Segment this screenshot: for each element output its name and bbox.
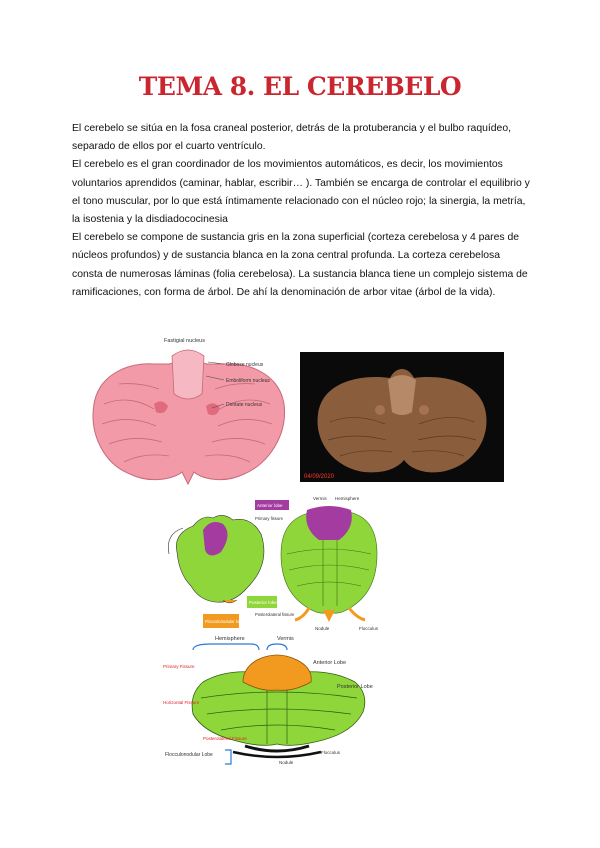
label-posterolateral-fissure: Posterolateral Fissure — [203, 736, 247, 741]
figure-cerebellum-lobes — [163, 494, 383, 632]
label-posterolateral: Posterolateral fissure — [255, 612, 295, 617]
tag-posterior: Posterior lobe — [249, 600, 277, 605]
label-flocculus: Flocculus — [359, 626, 379, 631]
label-anterior-lobe: Anterior Lobe — [313, 660, 347, 666]
label-fastigial: Fastigial nucleus — [164, 338, 205, 344]
label-hemisphere-top: Hemisphere — [335, 496, 360, 501]
label-nodule: Nodule — [279, 760, 294, 765]
page-title: TEMA 8. EL CEREBELO — [138, 72, 462, 101]
label-globose: Globose nucleus — [226, 362, 264, 368]
tag-flocculonodular: Flocculonodular lobe — [205, 619, 244, 624]
label-vermis-top: Vermis — [313, 496, 327, 501]
label-emboliform: Emboliform nucleus — [226, 378, 270, 384]
paragraph-1: El cerebelo se sitúa en la fosa craneal posterior, detrás de la protuberancia y el bulbo raquídeo, separado de ellos por el cuarto ventrículo. — [72, 123, 511, 153]
figure-cerebellum-photo — [300, 352, 504, 482]
paragraph-2: El cerebelo es el gran coordinador de los movimientos automáticos, es decir, los movimientos voluntarios aprendidos (caminar, hablar, escribir… ). También se encarga de controlar el equilibrio y el tono muscular, por lo que está íntimamente relacionado con el núcleo rojo; la sinergia, la metría, la isostenia y la disdiadococinesia — [72, 159, 530, 226]
paragraph-3: El cerebelo se compone de sustancia gris en la zona superficial (corteza cerebelosa y 4 pares de núcleos profundos) y de sustancia blanca en la zona central profunda. La corteza cerebelosa consta de numerosas láminas (folia cerebelosa). La sustancia blanca tiene un complejo sistema de ramificaciones, con forma de árbol. De ahí la denominación de arbor vitae (árbol de la vida). — [72, 232, 528, 298]
label-flocculus: Flocculus — [321, 750, 341, 755]
tag-anterior: Anterior lobe — [257, 503, 283, 508]
label-posterior-lobe: Posterior Lobe — [337, 684, 373, 690]
label-dentate: Dentate nucleus — [226, 402, 263, 408]
label-vermis: Vermis — [277, 636, 294, 642]
label-hemisphere: Hemisphere — [215, 636, 245, 642]
figure-cerebellum-nuclei — [84, 334, 290, 486]
label-horizontal-fissure: Horizontal Fissure — [163, 700, 200, 705]
figure-cerebellum-fissures — [163, 632, 383, 766]
label-primary-fissure: Primary fissure — [255, 516, 283, 521]
body-text — [72, 120, 532, 302]
photo-timestamp: 04/09/2020 — [304, 474, 335, 480]
label-nodule: Nodule — [315, 626, 330, 631]
label-flocculonodular: Flocculonodular Lobe — [165, 752, 213, 758]
label-primary-fissure: Primary Fissure — [163, 664, 195, 669]
